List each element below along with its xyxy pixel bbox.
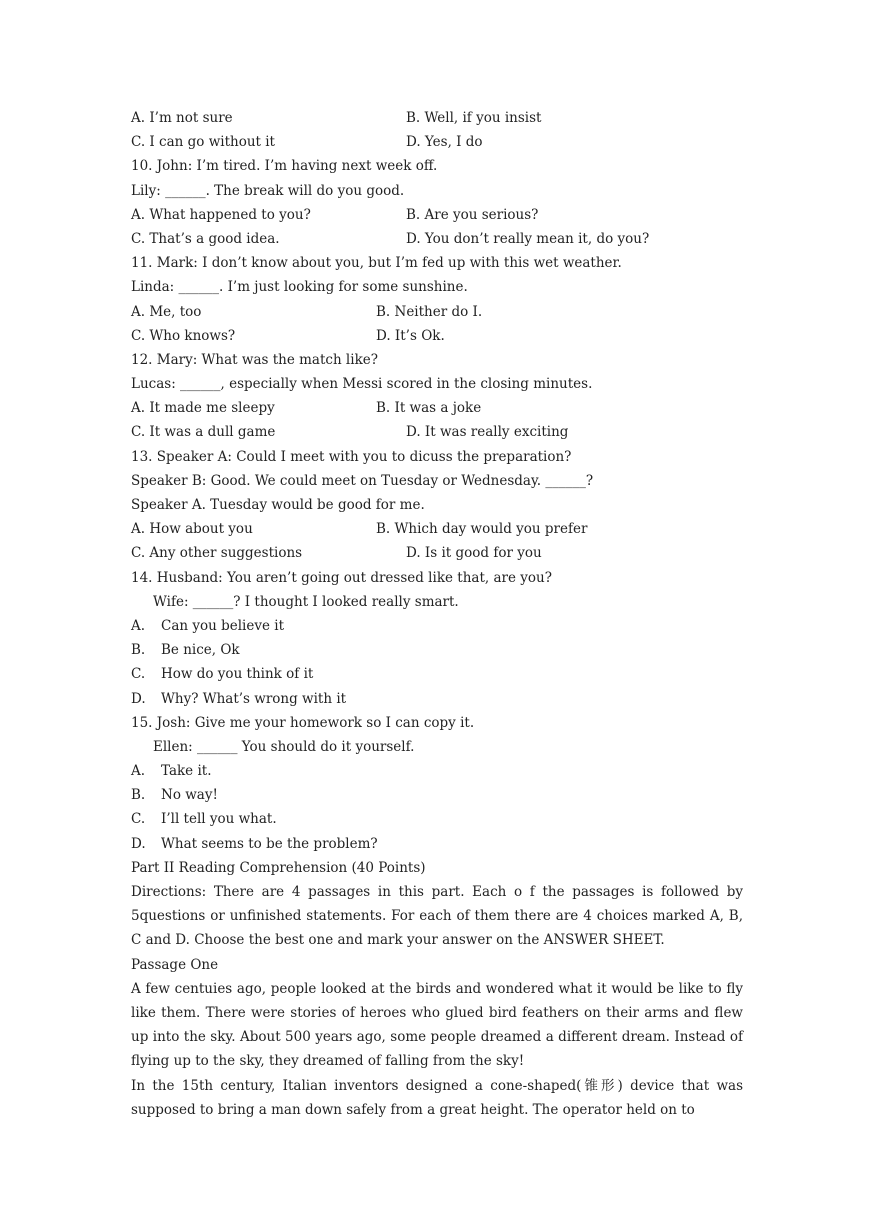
q10-option-c: C. That’s a good idea. bbox=[131, 230, 280, 247]
q11-reply: Linda: ______. I’m just looking for some sunshine. bbox=[131, 279, 468, 296]
q11-options-row-1 bbox=[131, 300, 743, 324]
q10-options-row-2 bbox=[131, 227, 743, 251]
option-letter: A. bbox=[131, 763, 146, 780]
q10-reply: Lily: ______. The break will do you good. bbox=[131, 182, 405, 199]
passage-paragraph-2: In the 15th century, Italian inventors designed a cone-shaped(锥形) device that was supposed to bring a man down safely from a great height. The operator held on to bbox=[131, 1077, 743, 1118]
q12-option-c: C. It was a dull game bbox=[131, 424, 276, 441]
document-page bbox=[131, 106, 743, 1122]
option-text: I’ll tell you what. bbox=[161, 811, 277, 828]
q12-option-d: D. It was really exciting bbox=[406, 424, 569, 441]
q10-option-d: D. You don’t really mean it, do you? bbox=[406, 230, 650, 247]
option-text: Be nice, Ok bbox=[161, 642, 240, 659]
q13-option-b: B. Which day would you prefer bbox=[376, 521, 588, 538]
q15-option-d bbox=[131, 832, 743, 856]
option-letter: C. bbox=[131, 811, 146, 828]
q15-option-a bbox=[131, 759, 743, 783]
q9-option-b: B. Well, if you insist bbox=[406, 110, 542, 126]
passage-paragraph-1: A few centuies ago, people looked at the birds and wondered what it would be like to fly like them. There were stories of heroes who glued bird feathers on their arms and flew up into the sky. About 500 years ago, some people dreamed a different dream. Instead of flying up to the sky, they dreamed of falling from the sky! bbox=[131, 980, 743, 1070]
q14-reply: Wife: ______? I thought I looked really smart. bbox=[153, 593, 459, 610]
q13-reply-1: Speaker B: Good. We could meet on Tuesday or Wednesday. ______? bbox=[131, 472, 594, 489]
q11-options-row-2 bbox=[131, 324, 743, 348]
option-letter: D. bbox=[131, 690, 146, 707]
q13-reply-2: Speaker A. Tuesday would be good for me. bbox=[131, 497, 425, 513]
part2-heading: Part II Reading Comprehension (40 Points) bbox=[131, 859, 426, 876]
q15-option-b bbox=[131, 783, 743, 807]
q14-option-a bbox=[131, 614, 743, 638]
q13-options-row-2 bbox=[131, 541, 743, 565]
option-text: How do you think of it bbox=[161, 666, 314, 683]
option-text: What seems to be the problem? bbox=[161, 835, 378, 852]
q12-option-b: B. It was a joke bbox=[376, 400, 482, 417]
option-text: Take it. bbox=[161, 763, 212, 780]
q9-option-d: D. Yes, I do bbox=[406, 134, 483, 151]
q10-option-a: A. What happened to you? bbox=[131, 206, 311, 223]
q13-option-d: D. Is it good for you bbox=[406, 545, 542, 562]
q11-prompt: 11. Mark: I don’t know about you, but I’m fed up with this wet weather. bbox=[131, 255, 622, 272]
option-letter: A. bbox=[131, 617, 146, 634]
option-letter: D. bbox=[131, 835, 146, 852]
part2-directions: Directions: There are 4 passages in this part. Each o f the passages is followed by 5questions or unfinished statements. For each of them there are 4 choices marked A, B, C and D. Choose the best one and mark your answer on the ANSWER SHEET. bbox=[131, 884, 743, 949]
q9-option-c: C. I can go without it bbox=[131, 134, 275, 151]
passage-title: Passage One bbox=[131, 956, 219, 973]
q12-prompt: 12. Mary: What was the match like? bbox=[131, 351, 378, 368]
q11-option-a: A. Me, too bbox=[131, 303, 202, 320]
q14-prompt: 14. Husband: You aren’t going out dressed like that, are you? bbox=[131, 569, 552, 586]
option-letter: B. bbox=[131, 787, 146, 804]
q15-option-c bbox=[131, 807, 743, 831]
q11-option-b: B. Neither do I. bbox=[376, 303, 483, 320]
q13-options-row-1 bbox=[131, 517, 743, 541]
q9-options-row-1 bbox=[131, 106, 743, 130]
q10-options-row-1 bbox=[131, 203, 743, 227]
q10-option-b: B. Are you serious? bbox=[406, 206, 539, 223]
option-letter: C. bbox=[131, 666, 146, 683]
q10-prompt: 10. John: I’m tired. I’m having next week off. bbox=[131, 158, 438, 175]
option-text: Can you believe it bbox=[161, 617, 285, 634]
q15-prompt: 15. Josh: Give me your homework so I can copy it. bbox=[131, 714, 475, 731]
q9-options-row-2 bbox=[131, 130, 743, 154]
q14-option-c bbox=[131, 662, 743, 686]
q13-option-c: C. Any other suggestions bbox=[131, 545, 303, 562]
q13-option-a: A. How about you bbox=[131, 521, 253, 538]
q12-option-a: A. It made me sleepy bbox=[131, 400, 275, 417]
q11-option-d: D. It’s Ok. bbox=[376, 327, 445, 344]
q11-option-c: C. Who knows? bbox=[131, 327, 236, 344]
q15-reply: Ellen: ______ You should do it yourself. bbox=[153, 738, 415, 755]
q12-options-row-2 bbox=[131, 420, 743, 444]
option-text: Why? What’s wrong with it bbox=[161, 690, 347, 707]
q9-option-a: A. I’m not sure bbox=[131, 110, 233, 126]
q14-option-b bbox=[131, 638, 743, 662]
q12-options-row-1 bbox=[131, 396, 743, 420]
option-text: No way! bbox=[161, 787, 218, 804]
option-letter: B. bbox=[131, 642, 146, 659]
q14-option-d bbox=[131, 687, 743, 711]
q13-prompt: 13. Speaker A: Could I meet with you to dicuss the preparation? bbox=[131, 448, 572, 465]
q12-reply: Lucas: ______, especially when Messi scored in the closing minutes. bbox=[131, 376, 593, 393]
